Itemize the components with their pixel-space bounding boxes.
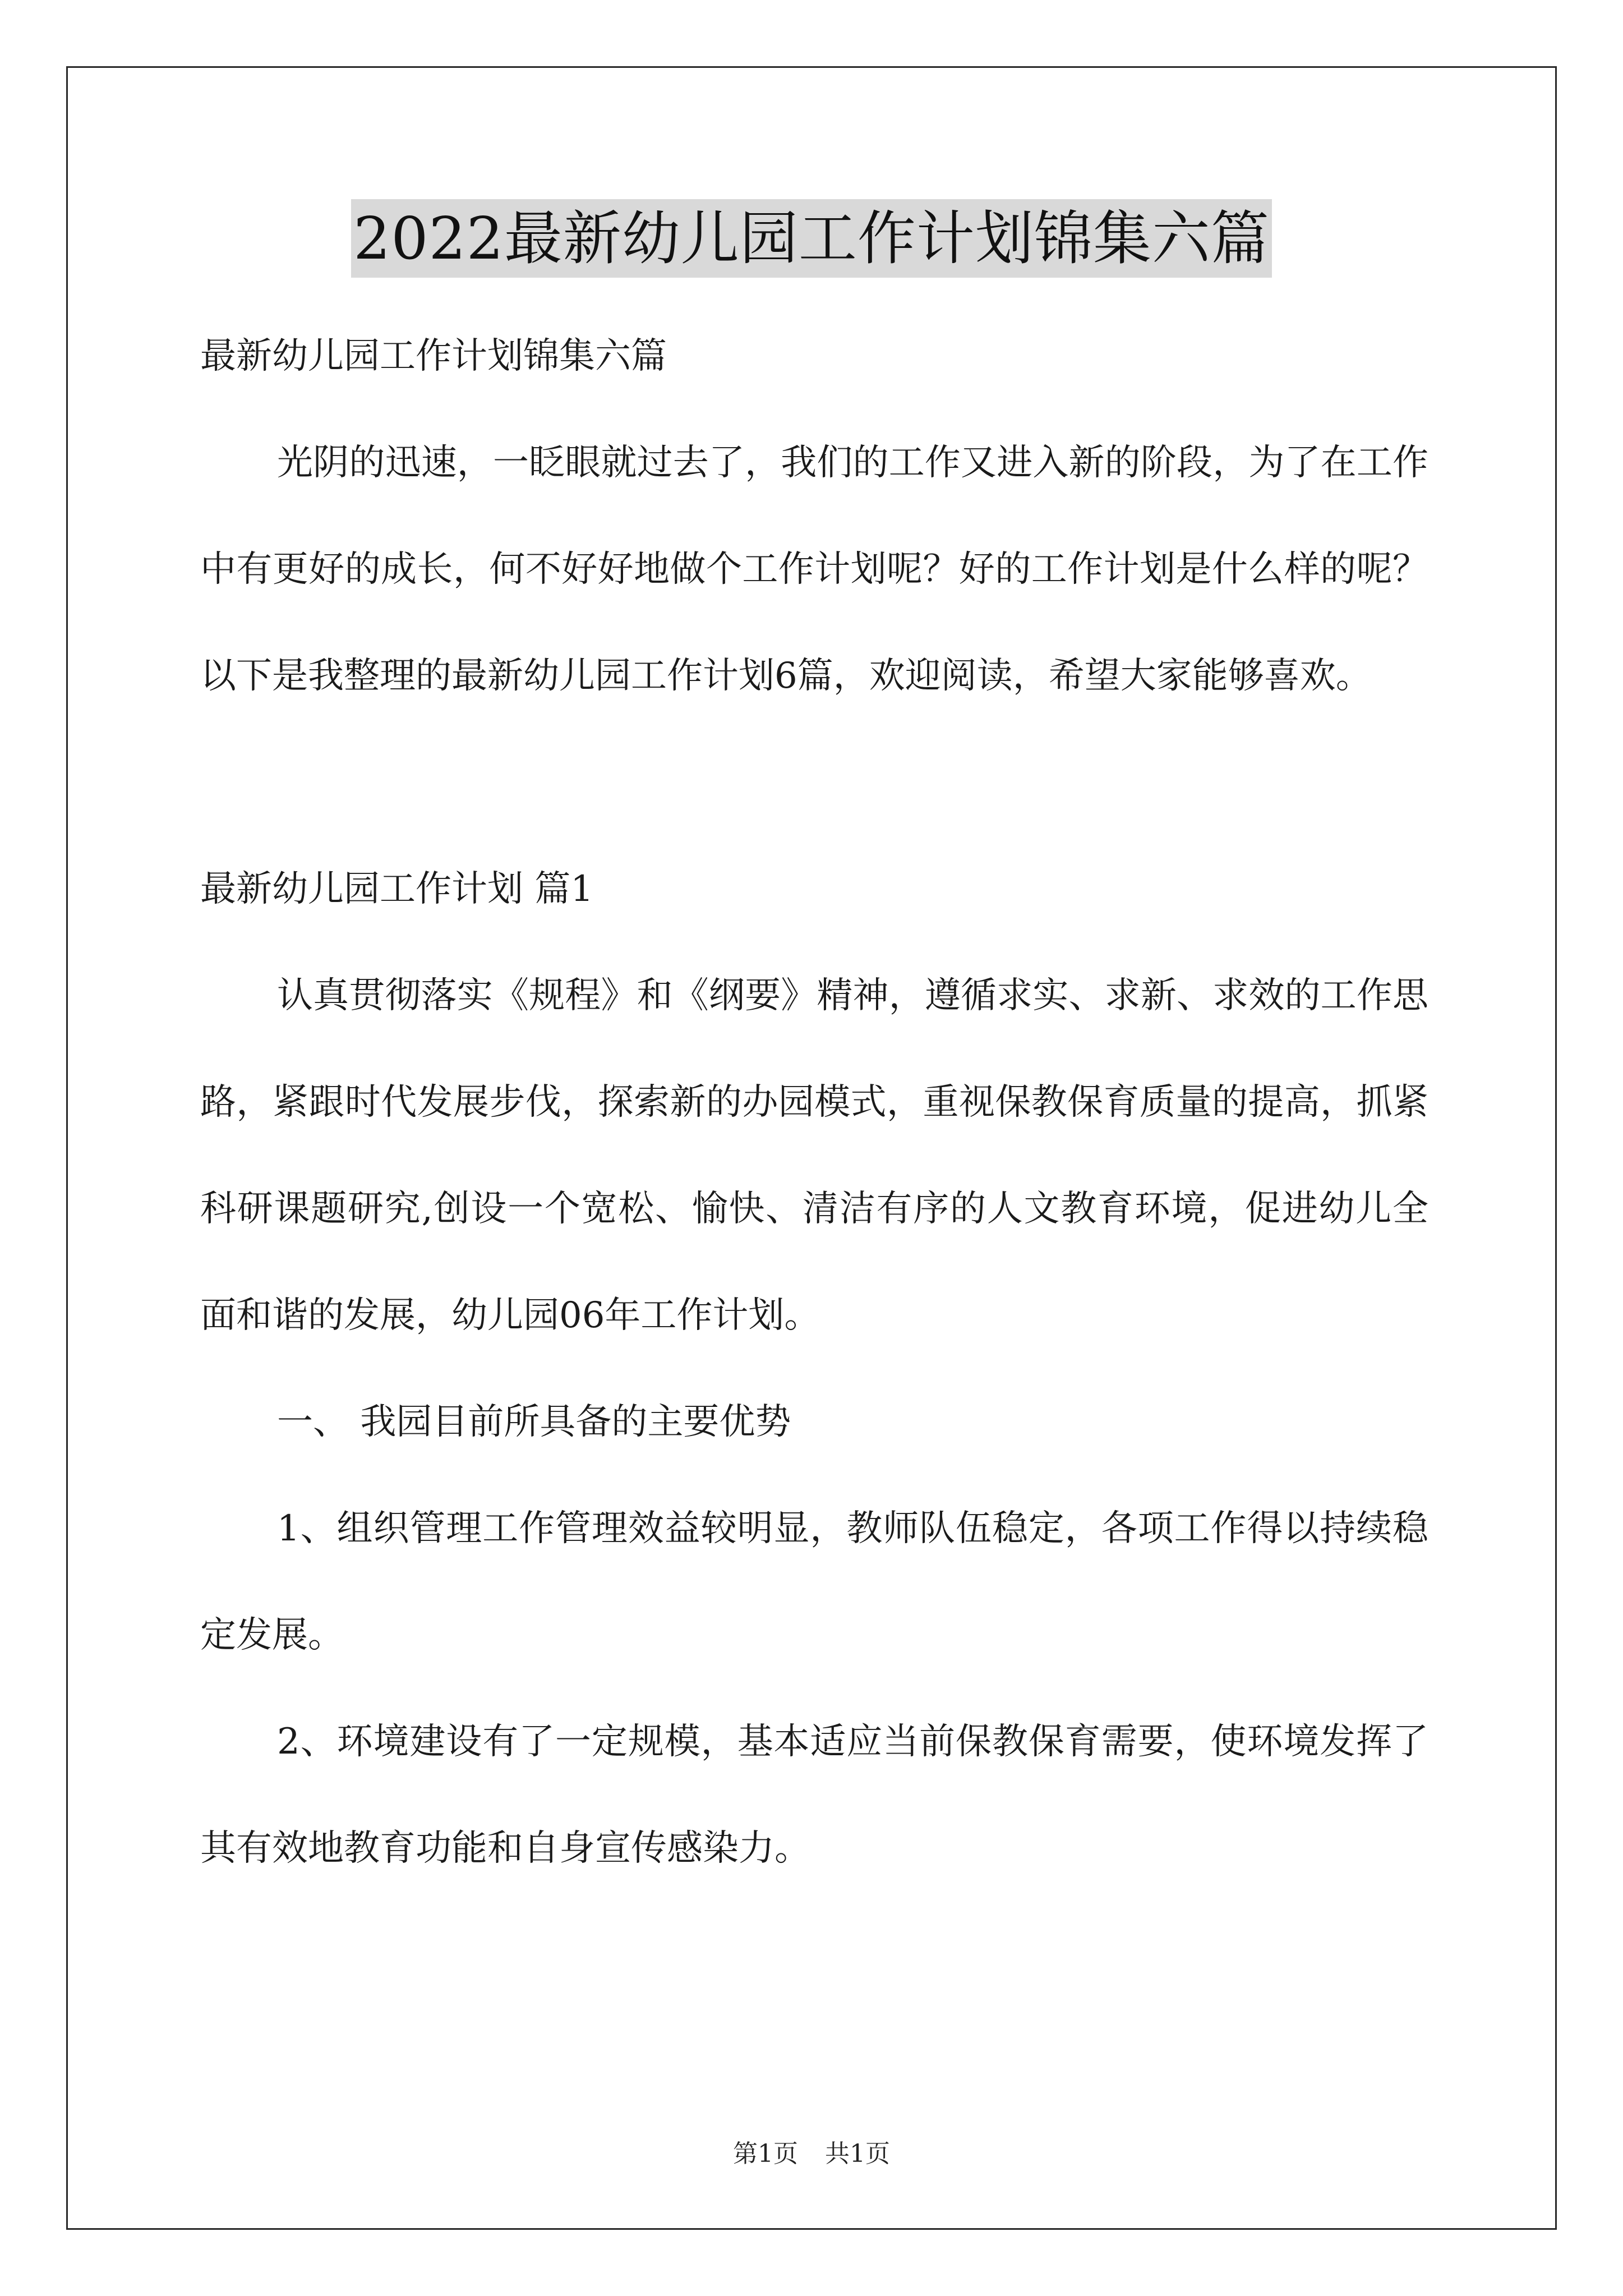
list-item-2: 2、环境建设有了一定规模，基本适应当前保教保育需要，使环境发挥了其有效地教育功能和自身宣传感染力。 <box>200 1721 1428 1869</box>
title-container <box>0 199 1623 278</box>
body-paragraph: 认真贯彻落实《规程》和《纲要》精神，遵循求实、求新、求效的工作思路，紧跟时代发展步伐，探索新的办园模式，重视保教保育质量的提高，抓紧科研课题研究,创设一个宽松、愉快、清洁有序的人文教育环境，促进幼儿全面和谐的发展，幼儿园06年工作计划。 <box>200 975 1428 1336</box>
paragraph-spacer <box>200 729 1428 836</box>
page-footer <box>0 2137 1623 2171</box>
section-heading: 最新幼儿园工作计划 篇1 <box>200 868 594 910</box>
subsection-heading: 一、 我园目前所具备的主要优势 <box>277 1401 791 1443</box>
intro-paragraph: 光阴的迅速，一眨眼就过去了，我们的工作又进入新的阶段，为了在工作中有更好的成长，何不好好地做个工作计划呢？好的工作计划是什么样的呢？以下是我整理的最新幼儿园工作计划6篇，欢迎阅读，希望大家能够喜欢。 <box>200 442 1428 697</box>
list-item-1: 1、组织管理工作管理效益较明显，教师队伍稳定，各项工作得以持续稳定发展。 <box>200 1508 1428 1656</box>
subtitle-line: 最新幼儿园工作计划锦集六篇 <box>200 335 667 377</box>
page-number: 第1页 <box>733 2139 798 2168</box>
document-title: 2022最新幼儿园工作计划锦集六篇 <box>351 199 1272 278</box>
document-body <box>200 303 1428 1902</box>
page-total: 共1页 <box>825 2139 890 2168</box>
